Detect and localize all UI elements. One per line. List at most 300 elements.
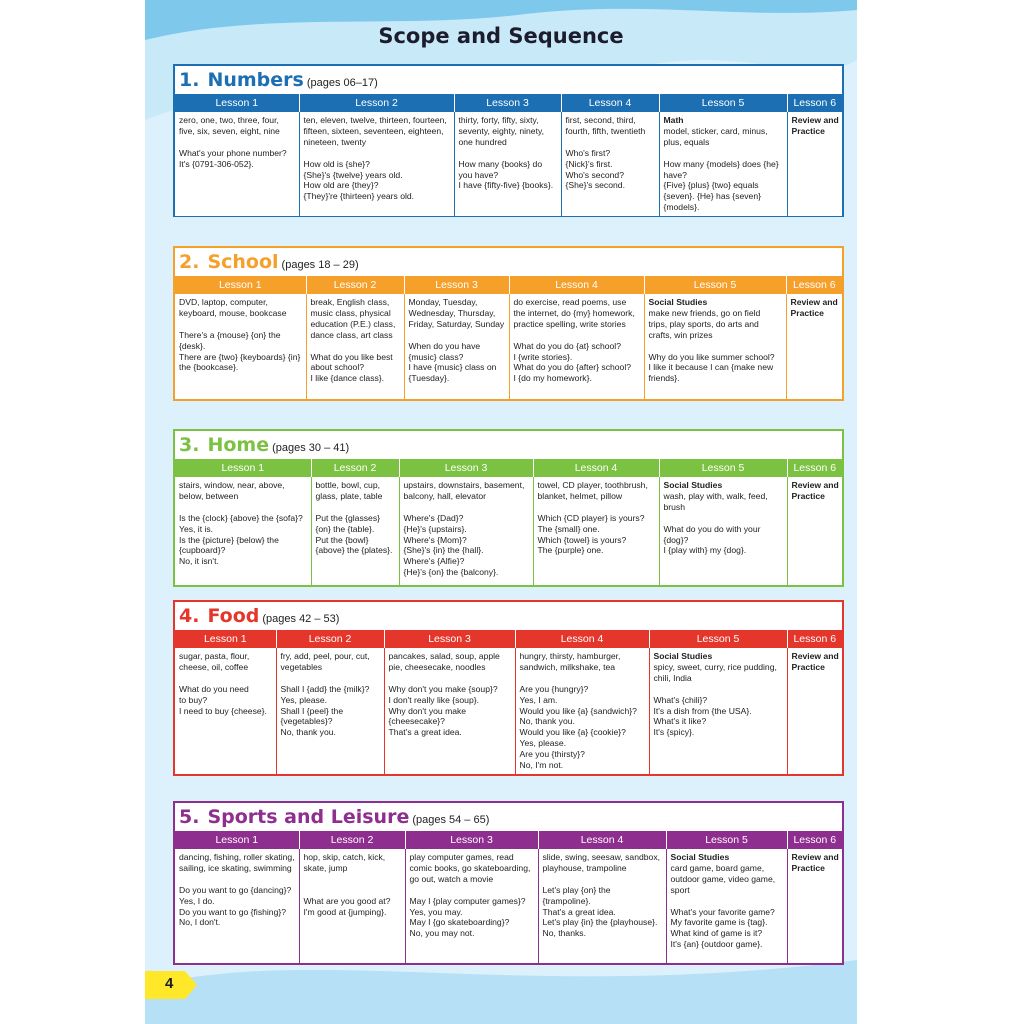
cell-line: Where's {Mom}?	[403, 534, 467, 545]
lesson-header: Lesson 1	[175, 94, 299, 112]
cell-line: make new friends, go on field	[648, 307, 761, 318]
lesson-cell	[787, 648, 842, 774]
cell-line: How many {books} do	[458, 158, 543, 169]
cell-line: Yes, I do.	[179, 895, 215, 906]
unit-pages: (pages 30 – 41)	[272, 442, 350, 454]
lesson-header: Lesson 5	[644, 276, 786, 294]
line-gap	[179, 673, 272, 684]
lesson-header: Lesson 4	[538, 831, 666, 849]
page-number: 4	[165, 975, 174, 992]
cell-line: pancakes, salad, soup, apple	[388, 651, 500, 661]
unit-sports	[173, 801, 844, 965]
cell-line: the {bookcase}.	[179, 362, 239, 373]
unit-name: Sports and Leisure	[207, 806, 410, 828]
cell-line: Yes, please.	[280, 694, 328, 705]
cell-line: {dog}?	[663, 534, 689, 545]
unit-food	[173, 600, 844, 776]
line-gap	[543, 874, 662, 885]
line-gap	[671, 896, 783, 907]
line-gap	[281, 673, 380, 684]
cell-line: Review and	[791, 651, 839, 661]
unit-header	[175, 602, 842, 630]
cell-line: {He}'s {upstairs}.	[403, 523, 467, 534]
cell-line: Practice	[790, 307, 824, 318]
cell-line: model, sticker, card, minus,	[663, 125, 768, 136]
lesson-table	[175, 276, 842, 399]
lesson-header: Lesson 4	[515, 630, 649, 648]
lesson-cell	[787, 477, 842, 585]
lesson-cell	[561, 112, 659, 216]
lesson-header: Lesson 6	[787, 831, 842, 849]
line-gap	[304, 874, 401, 885]
cell-line: Shall I {peel} the	[280, 705, 344, 716]
cell-line: fifteen, sixteen, seventeen, eighteen,	[303, 125, 444, 136]
lesson-header: Lesson 3	[454, 94, 561, 112]
cell-line: the internet, do {my} homework,	[513, 307, 635, 318]
line-gap	[566, 137, 655, 148]
cell-line: When do you have	[408, 340, 481, 351]
lesson-header: Lesson 2	[306, 276, 404, 294]
cell-line: Review and	[790, 297, 838, 307]
cell-line: glass, plate, table	[315, 490, 383, 501]
cell-line: I don't really like {soup}.	[388, 694, 479, 705]
lesson-header: Lesson 2	[299, 94, 454, 112]
lesson-cell	[454, 112, 561, 216]
unit-pages: (pages 54 – 65)	[412, 814, 490, 826]
lesson-header-row	[175, 459, 842, 477]
cell-line: Which {CD player} is yours?	[537, 512, 645, 523]
unit-pages: (pages 42 – 53)	[262, 613, 340, 625]
cell-line: blanket, helmet, pillow	[537, 490, 623, 501]
cell-line: Yes, you may.	[409, 906, 463, 917]
cell-line: {He}'s {on} the {balcony}.	[403, 567, 499, 578]
lesson-header: Lesson 3	[405, 831, 538, 849]
cell-line: No, thanks.	[542, 928, 586, 939]
cell-line: Review and	[791, 115, 839, 125]
unit-name: Home	[207, 434, 270, 456]
cell-line: Would you like {a} {cookie}?	[519, 727, 626, 738]
cell-line: It's {0791-306-052}.	[179, 158, 254, 169]
lesson-cell	[175, 294, 306, 399]
cell-line: {on} the {table}.	[315, 523, 375, 534]
lesson-header: Lesson 6	[787, 630, 842, 648]
lesson-content-row	[175, 112, 842, 216]
lesson-header: Lesson 4	[509, 276, 644, 294]
page	[145, 0, 857, 1024]
cell-line: stairs, window, near, above,	[179, 480, 285, 490]
cell-line: It's {spicy}.	[653, 727, 695, 738]
cell-line: Practice	[791, 125, 825, 136]
cell-line: crafts, win prizes	[648, 329, 713, 340]
lesson-header: Lesson 3	[399, 459, 533, 477]
cell-line: I like {dance class}.	[310, 373, 385, 384]
line-gap	[179, 874, 295, 885]
cell-line: Social Studies	[648, 297, 708, 307]
cell-line: What do you like best	[310, 351, 393, 362]
lesson-cell	[644, 294, 786, 399]
cell-line: sport	[670, 884, 690, 895]
line-gap	[514, 330, 640, 341]
cell-line: Where's {Alfie}?	[403, 556, 465, 567]
unit-header	[175, 803, 842, 831]
line-gap	[304, 885, 401, 896]
unit-numbers	[173, 64, 844, 217]
cell-line: What are you good at?	[303, 895, 391, 906]
lesson-header: Lesson 2	[276, 630, 384, 648]
lesson-cell	[649, 648, 787, 774]
lesson-cell	[306, 294, 404, 399]
cell-line: What do you need	[179, 683, 249, 694]
cell-line: {music} class?	[408, 351, 464, 362]
cell-line: Practice	[791, 490, 825, 501]
cell-line: Why don't you make	[388, 705, 467, 716]
cell-line: {She}'s second.	[565, 180, 625, 191]
cell-line: That's a great idea.	[388, 727, 462, 738]
cell-line: spicy, sweet, curry, rice pudding,	[653, 661, 777, 672]
lesson-cell	[311, 477, 399, 585]
lesson-header: Lesson 5	[666, 831, 787, 849]
lesson-cell	[659, 477, 787, 585]
lesson-header: Lesson 3	[384, 630, 515, 648]
line-gap	[664, 513, 783, 524]
cell-line: Practice	[791, 862, 825, 873]
cell-line: bottle, bowl, cup,	[315, 480, 380, 490]
cell-line: playhouse, trampoline	[542, 862, 627, 873]
cell-line: How old is {she}?	[303, 158, 370, 169]
lesson-header: Lesson 4	[533, 459, 659, 477]
cell-line: What do you do {after} school?	[513, 362, 632, 373]
cell-line: {cheesecake}?	[388, 716, 445, 727]
cell-line: friends}.	[648, 373, 680, 384]
unit-number: 5.	[179, 806, 200, 828]
cell-line: The {small} one.	[537, 523, 600, 534]
cell-line: sandwich, milkshake, tea	[519, 661, 616, 672]
lesson-table	[175, 459, 842, 585]
cell-line: slide, swing, seesaw, sandbox,	[542, 852, 661, 862]
unit-home	[173, 429, 844, 587]
unit-name: Food	[207, 605, 260, 627]
cell-line: Social Studies	[670, 852, 730, 862]
line-gap	[179, 319, 302, 330]
cell-line: {cupboard}?	[179, 545, 226, 556]
cell-line: The {purple} one.	[537, 545, 604, 556]
line-gap	[664, 148, 783, 159]
lesson-header: Lesson 5	[659, 94, 787, 112]
cell-line: brush	[663, 501, 685, 512]
cell-line: Friday, Saturday, Sunday	[408, 318, 505, 329]
cell-line: I {write stories}.	[513, 351, 573, 362]
page-title: Scope and Sequence	[378, 24, 624, 48]
lesson-table	[175, 94, 842, 216]
lesson-cell	[666, 849, 787, 963]
cell-line: No, I'm not.	[519, 760, 564, 771]
cell-line: you have?	[458, 169, 499, 180]
lesson-header: Lesson 4	[561, 94, 659, 112]
line-gap	[404, 502, 529, 513]
cell-line: {models}.	[663, 202, 700, 213]
cell-line: I {play with} my {dog}.	[663, 545, 747, 556]
lesson-table	[175, 831, 842, 963]
cell-line: {trampoline}.	[542, 895, 591, 906]
line-gap	[459, 148, 557, 159]
lesson-cell	[299, 849, 405, 963]
cell-line: There's a {mouse} {on} the	[179, 329, 281, 340]
cell-line: break, English class,	[310, 297, 390, 307]
lesson-cell	[533, 477, 659, 585]
cell-line: Do you want to go {dancing}?	[179, 884, 292, 895]
cell-line: education (P.E.) class,	[310, 318, 396, 329]
lesson-cell	[515, 648, 649, 774]
cell-line: Monday, Tuesday,	[408, 297, 478, 307]
cell-line: {Nick}'s first.	[565, 158, 613, 169]
cell-line: play computer games, read	[409, 852, 514, 862]
lesson-content-row	[175, 294, 842, 399]
line-gap	[409, 330, 505, 341]
cell-line: have?	[663, 169, 687, 180]
cell-line: Review and	[791, 852, 839, 862]
cell-line: DVD, laptop, computer,	[179, 297, 268, 307]
cell-line: What's {chili}?	[653, 694, 708, 705]
lesson-header: Lesson 1	[175, 276, 306, 294]
cell-line: It's {an} {outdoor game}.	[670, 939, 763, 950]
cell-line: Which {towel} is yours?	[537, 534, 627, 545]
lesson-cell	[276, 648, 384, 774]
line-gap	[538, 502, 655, 513]
unit-header	[175, 66, 842, 94]
cell-line: nineteen, twenty	[303, 136, 367, 147]
unit-pages: (pages 06–17)	[306, 77, 378, 89]
cell-line: outdoor game, video game,	[670, 873, 776, 884]
cell-line: No, thank you.	[519, 716, 575, 727]
cell-line: towel, CD player, toothbrush,	[537, 480, 648, 490]
cell-line: sugar, pasta, flour,	[179, 651, 250, 661]
lesson-cell	[659, 112, 787, 216]
cell-line: May I {go skateboarding}?	[409, 917, 510, 928]
cell-line: Who's first?	[565, 147, 611, 158]
cell-line: Put the {glasses}	[315, 512, 380, 523]
cell-line: Is the {clock} {above} the {sofa}?	[179, 512, 303, 523]
cell-line: How many {models} does {he}	[663, 158, 779, 169]
cell-line: Are you {hungry}?	[519, 683, 589, 694]
unit-school	[173, 246, 844, 401]
cell-line: {Five} {plus} {two} equals	[663, 180, 759, 191]
unit-pages: (pages 18 – 29)	[281, 259, 359, 271]
cell-line: plus, equals	[663, 136, 710, 147]
cell-line: Put the {bowl}	[315, 534, 369, 545]
cell-line: about school?	[310, 362, 365, 373]
cell-line: upstairs, downstairs, basement,	[403, 480, 525, 490]
cell-line: What's your favorite game?	[670, 906, 775, 917]
lesson-cell	[175, 112, 299, 216]
line-gap	[311, 341, 400, 352]
cell-line: Why don't you make {soup}?	[388, 683, 498, 694]
cell-line: vegetables	[280, 661, 323, 672]
lesson-cell	[399, 477, 533, 585]
line-gap	[179, 137, 295, 148]
cell-line: Are you {thirsty}?	[519, 749, 585, 760]
lesson-cell	[509, 294, 644, 399]
cell-line: Yes, it is.	[179, 523, 214, 534]
page-number-badge	[145, 971, 197, 999]
lesson-header: Lesson 2	[311, 459, 399, 477]
line-gap	[316, 502, 395, 513]
cell-line: one hundred	[458, 136, 507, 147]
cell-line: What's your phone number?	[179, 147, 287, 158]
lesson-header: Lesson 1	[175, 831, 299, 849]
cell-line: {Tuesday}.	[408, 373, 450, 384]
line-gap	[654, 684, 783, 695]
lesson-header: Lesson 1	[175, 459, 311, 477]
lesson-header: Lesson 6	[786, 276, 842, 294]
cell-line: hop, skip, catch, kick,	[303, 852, 386, 862]
cell-line: Math	[663, 115, 684, 125]
cell-line: What kind of game is it?	[670, 928, 763, 939]
line-gap	[520, 673, 645, 684]
lesson-table	[175, 630, 842, 774]
cell-line: There are {two} {keyboards} {in}	[179, 351, 301, 362]
lesson-cell	[299, 112, 454, 216]
cell-line: ten, eleven, twelve, thirteen, fourteen,	[303, 115, 447, 125]
cell-line: dance class, art class	[310, 329, 393, 340]
cell-line: Yes, please.	[519, 738, 567, 749]
lesson-cell	[175, 477, 311, 585]
lesson-content-row	[175, 648, 842, 774]
cell-line: below, between	[179, 490, 239, 501]
line-gap	[179, 502, 307, 513]
unit-number: 1.	[179, 69, 200, 91]
cell-line: Would you like {a} {sandwich}?	[519, 705, 637, 716]
cell-line: thirty, forty, fifty, sixty,	[458, 115, 539, 125]
cell-line: dancing, fishing, roller skating,	[179, 852, 295, 862]
cell-line: music class, physical	[310, 307, 391, 318]
lesson-header: Lesson 1	[175, 630, 276, 648]
unit-header	[175, 248, 842, 276]
unit-number: 2.	[179, 251, 200, 273]
cell-line: My favorite game is {tag}.	[670, 917, 768, 928]
cell-line: zero, one, two, three, four,	[179, 115, 279, 125]
lesson-cell	[175, 849, 299, 963]
lesson-header: Lesson 3	[404, 276, 509, 294]
cell-line: card game, board game,	[670, 862, 765, 873]
cell-line: first, second, third,	[565, 115, 636, 125]
unit-name: Numbers	[207, 69, 304, 91]
cell-line: That's a great idea.	[542, 906, 616, 917]
lesson-header: Lesson 5	[649, 630, 787, 648]
cell-line: What do you do {at} school?	[513, 340, 621, 351]
lesson-header-row	[175, 94, 842, 112]
cell-line: Do you want to go {fishing}?	[179, 906, 287, 917]
cell-line: {desk}.	[179, 340, 206, 351]
cell-line: do exercise, read poems, use	[513, 297, 627, 307]
lesson-cell	[787, 112, 842, 216]
unit-name: School	[207, 251, 279, 273]
cell-line: I have {music} class on	[408, 362, 497, 373]
cell-line: I have {fifty-five} {books}.	[458, 180, 554, 191]
cell-line: seventy, eighty, ninety,	[458, 125, 545, 136]
lesson-header: Lesson 6	[787, 94, 842, 112]
cell-line: Shall I {add} the {milk}?	[280, 683, 370, 694]
line-gap	[649, 341, 782, 352]
lesson-cell	[404, 294, 509, 399]
cell-line: I {do my homework}.	[513, 373, 592, 384]
lesson-header: Lesson 2	[299, 831, 405, 849]
cell-line: What do you do with your	[663, 523, 761, 534]
cell-line: Yes, I am.	[519, 694, 558, 705]
cell-line: I like it because I can {make new	[648, 362, 774, 373]
lesson-cell	[175, 648, 276, 774]
lesson-header-row	[175, 630, 842, 648]
cell-line: to buy?	[179, 694, 208, 705]
cell-line: keyboard, mouse, bookcase	[179, 307, 287, 318]
lesson-cell	[787, 849, 842, 963]
cell-line: Who's second?	[565, 169, 624, 180]
cell-line: Let's play {on} the	[542, 884, 611, 895]
lesson-cell	[405, 849, 538, 963]
cell-line: No, it isn't.	[179, 556, 219, 567]
cell-line: {She}'s {in} the {hall}.	[403, 545, 484, 556]
cell-line: Is the {picture} {below} the	[179, 534, 279, 545]
cell-line: pie, cheesecake, noodles	[388, 661, 486, 672]
cell-line: Wednesday, Thursday,	[408, 307, 496, 318]
lesson-cell	[384, 648, 515, 774]
cell-line: {vegetables}?	[280, 716, 333, 727]
cell-line: No, thank you.	[280, 727, 336, 738]
cell-line: May I {play computer games}?	[409, 895, 526, 906]
cell-line: No, you may not.	[409, 928, 475, 939]
cell-line: comic books, go skateboarding,	[409, 862, 531, 873]
lesson-header: Lesson 6	[787, 459, 842, 477]
cell-line: fourth, fifth, twentieth	[565, 125, 646, 136]
lesson-cell	[538, 849, 666, 963]
lesson-content-row	[175, 477, 842, 585]
cell-line: How old are {they}?	[303, 180, 379, 191]
cell-line: I need to buy {cheese}.	[179, 705, 267, 716]
cell-line: chili, India	[653, 672, 692, 683]
cell-line: practice spelling, write stories	[513, 318, 626, 329]
lesson-cell	[786, 294, 842, 399]
line-gap	[304, 148, 450, 159]
unit-header	[175, 431, 842, 459]
lesson-header: Lesson 5	[659, 459, 787, 477]
cell-line: Social Studies	[653, 651, 713, 661]
cell-line: {seven}. {He} has {seven}	[663, 191, 761, 202]
cell-line: hungry, thirsty, hamburger,	[519, 651, 621, 661]
cell-line: {above} the {plates}.	[315, 545, 393, 556]
lesson-content-row	[175, 849, 842, 963]
cell-line: Review and	[791, 480, 839, 490]
cell-line: go out, watch a movie	[409, 873, 494, 884]
lesson-header-row	[175, 276, 842, 294]
cell-line: Let's play {in} the {playhouse}.	[542, 917, 658, 928]
cell-line: Where's {Dad}?	[403, 512, 464, 523]
unit-number: 3.	[179, 434, 200, 456]
cell-line: What's it like?	[653, 716, 707, 727]
lesson-header-row	[175, 831, 842, 849]
cell-line: wash, play with, walk, feed,	[663, 490, 768, 501]
cell-line: {They}'re {thirteen} years old.	[303, 191, 415, 202]
cell-line: five, six, seven, eight, nine	[179, 125, 280, 136]
cell-line: Practice	[791, 661, 825, 672]
cell-line: {She}'s {twelve} years old.	[303, 169, 403, 180]
cell-line: cheese, oil, coffee	[179, 661, 249, 672]
cell-line: I'm good at {jumping}.	[303, 906, 387, 917]
cell-line: sailing, ice skating, swimming	[179, 862, 292, 873]
cell-line: It's a dish from {the USA}.	[653, 705, 752, 716]
cell-line: Why do you like summer school?	[648, 351, 775, 362]
cell-line: fry, add, peel, pour, cut,	[280, 651, 370, 661]
unit-number: 4.	[179, 605, 200, 627]
line-gap	[389, 673, 511, 684]
